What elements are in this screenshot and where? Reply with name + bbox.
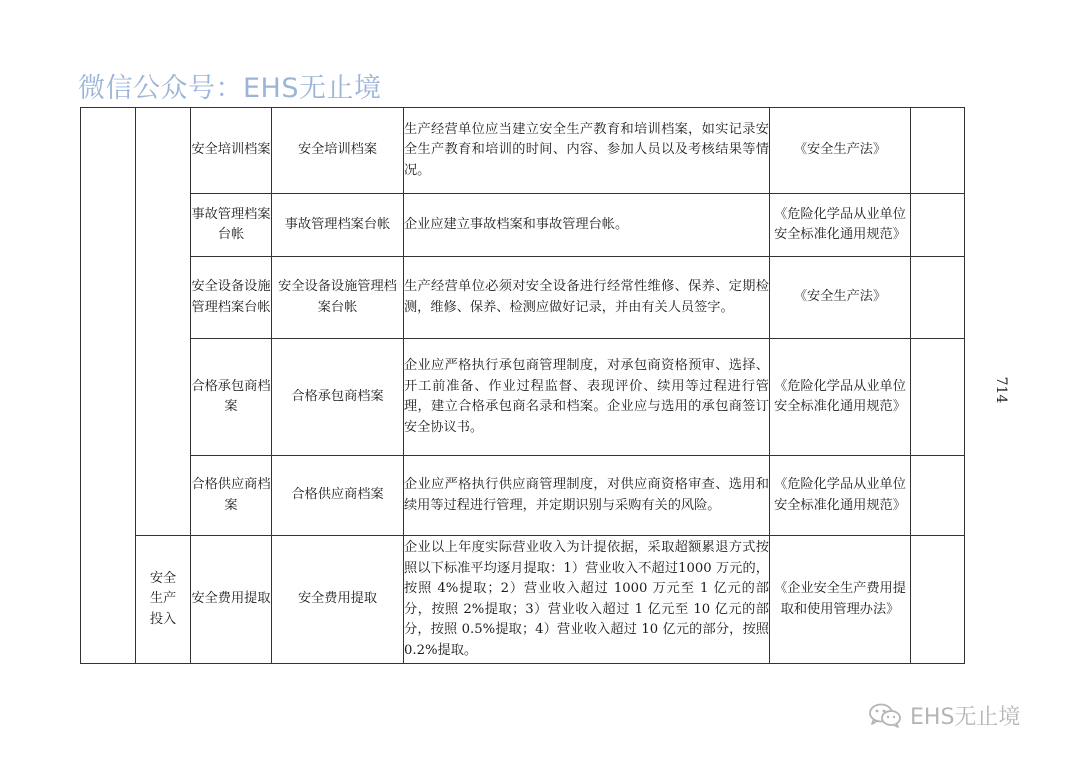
remark-cell bbox=[911, 194, 965, 257]
remark-cell bbox=[911, 456, 965, 536]
name-cell: 安全费用提取 bbox=[272, 536, 404, 664]
remark-cell bbox=[911, 257, 965, 339]
category-cell: 安全费用提取 bbox=[191, 536, 272, 664]
name-cell: 安全设备设施管理档案台帐 bbox=[272, 257, 404, 339]
header-watermark: 微信公众号：EHS无止境 bbox=[78, 73, 382, 104]
table-row bbox=[81, 108, 965, 194]
category-cell: 合格承包商档案 bbox=[191, 339, 272, 456]
table-row bbox=[81, 456, 965, 536]
wechat-icon bbox=[868, 702, 902, 728]
footer-watermark bbox=[868, 700, 1020, 730]
basis-cell: 《安全生产法》 bbox=[770, 108, 911, 194]
basis-cell: 《企业安全生产费用提取和使用管理办法》 bbox=[770, 536, 911, 664]
requirement-cell: 企业应严格执行承包商管理制度，对承包商资格预审、选择、开工前准备、作业过程监督、表现评价、续用等过程进行管理，建立合格承包商名录和档案。企业应与选用的承包商签订安全协议书。 bbox=[404, 339, 770, 456]
table-row bbox=[81, 339, 965, 456]
name-cell: 安全培训档案 bbox=[272, 108, 404, 194]
requirement-cell: 企业应严格执行供应商管理制度，对供应商资格审查、选用和续用等过程进行管理，并定期识别与采购有关的风险。 bbox=[404, 456, 770, 536]
requirement-cell: 企业以上年度实际营业收入为计提依据，采取超额累退方式按照以下标准平均逐月提取：1）营业收入不超过1000 万元的，按照 4%提取；2）营业收入超过 1000 万元至 1 亿元的部分，按照 2%提取；3）营业收入超过 1 亿元至 10 亿元的部分，按照 0.5%提取；4）营业收入超过 10 亿元的部分，按照 0.2%提取。 bbox=[404, 536, 770, 664]
basis-cell: 《危险化学品从业单位安全标准化通用规范》 bbox=[770, 456, 911, 536]
section-cell-empty bbox=[136, 108, 191, 536]
remark-cell bbox=[911, 339, 965, 456]
table-row bbox=[81, 194, 965, 257]
requirement-cell: 生产经营单位应当建立安全生产教育和培训档案，如实记录安全生产教育和培训的时间、内容、参加人员以及考核结果等情况。 bbox=[404, 108, 770, 194]
table-row bbox=[81, 257, 965, 339]
level1-cell bbox=[81, 108, 136, 664]
name-cell: 事故管理档案台帐 bbox=[272, 194, 404, 257]
section-cell: 安全生产投入 bbox=[136, 536, 191, 664]
category-cell: 事故管理档案台帐 bbox=[191, 194, 272, 257]
requirement-cell: 生产经营单位必须对安全设备进行经常性维修、保养、定期检测，维修、保养、检测应做好记录，并由有关人员签字。 bbox=[404, 257, 770, 339]
regulation-table bbox=[80, 107, 965, 664]
remark-cell bbox=[911, 108, 965, 194]
requirement-cell: 企业应建立事故档案和事故管理台帐。 bbox=[404, 194, 770, 257]
name-cell: 合格供应商档案 bbox=[272, 456, 404, 536]
basis-cell: 《危险化学品从业单位安全标准化通用规范》 bbox=[770, 339, 911, 456]
footer-watermark-text: EHS无止境 bbox=[910, 704, 1021, 730]
basis-cell: 《危险化学品从业单位安全标准化通用规范》 bbox=[770, 194, 911, 257]
page-number: 714 bbox=[993, 376, 1009, 404]
name-cell: 合格承包商档案 bbox=[272, 339, 404, 456]
category-cell: 合格供应商档案 bbox=[191, 456, 272, 536]
basis-cell: 《安全生产法》 bbox=[770, 257, 911, 339]
category-cell: 安全培训档案 bbox=[191, 108, 272, 194]
table-row bbox=[81, 536, 965, 664]
remark-cell bbox=[911, 536, 965, 664]
category-cell: 安全设备设施管理档案台帐 bbox=[191, 257, 272, 339]
